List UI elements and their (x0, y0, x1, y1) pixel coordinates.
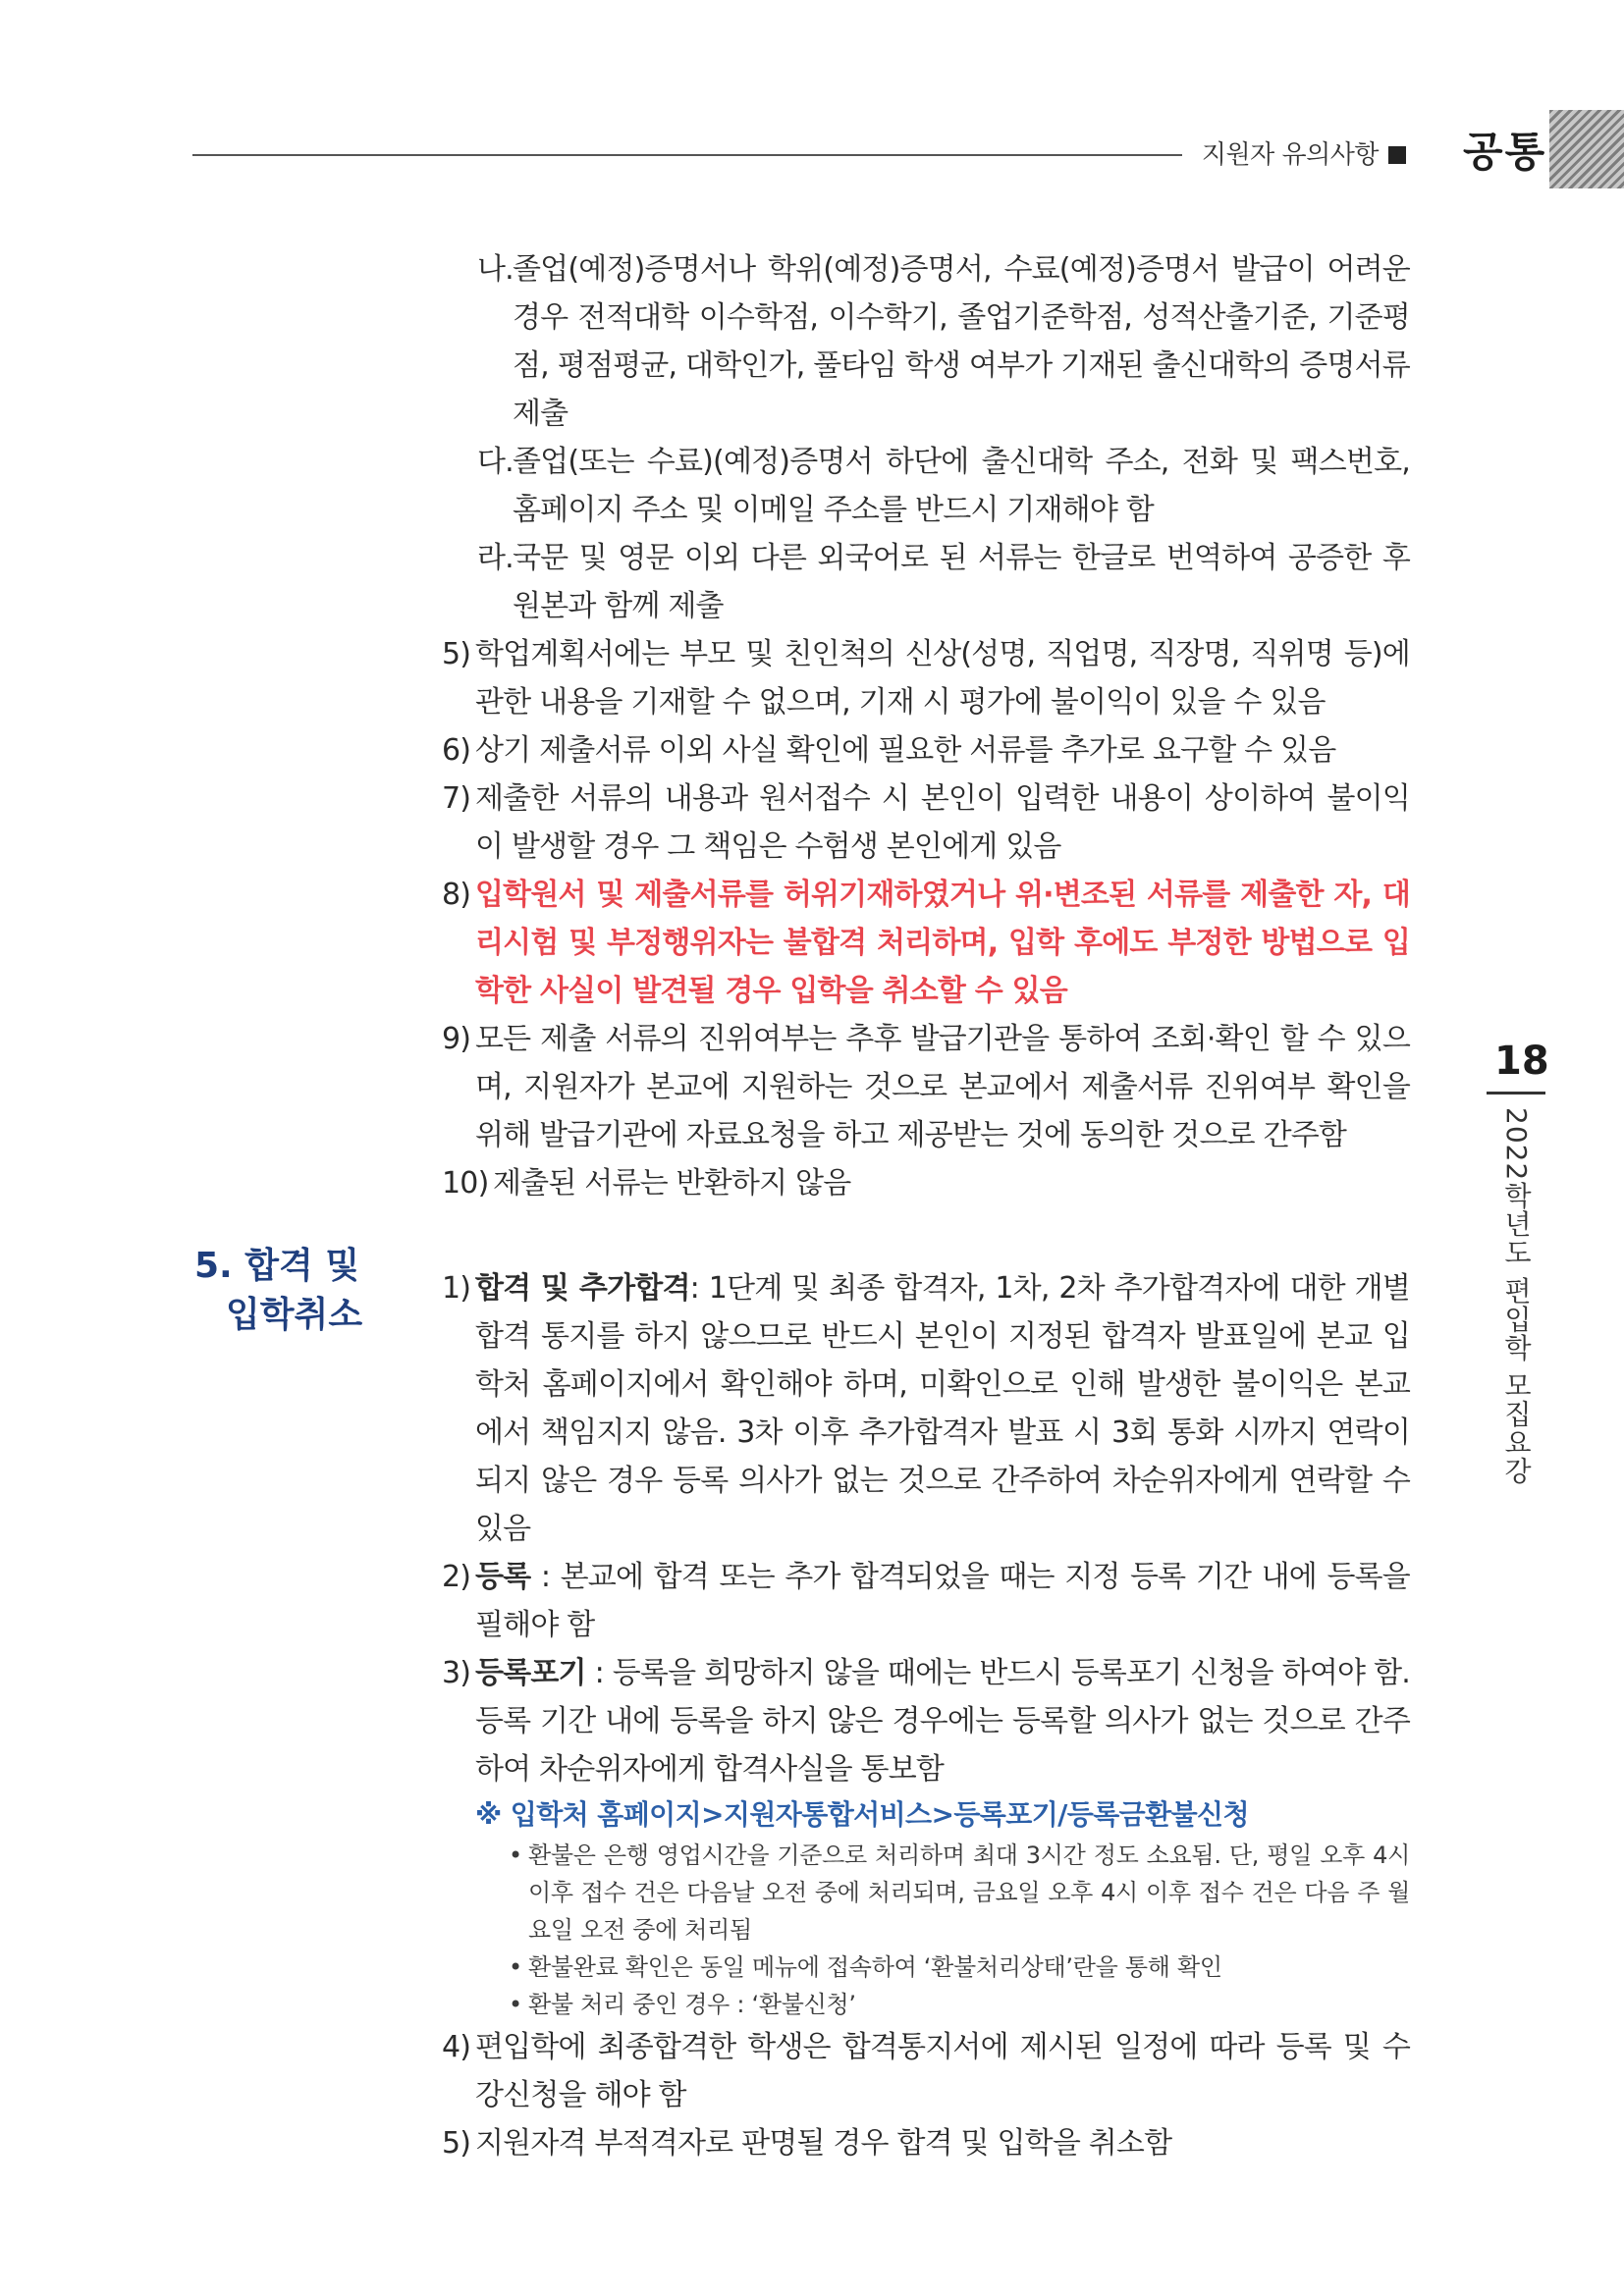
list-text: : 등록을 희망하지 않을 때에는 반드시 등록포기 신청을 하여야 함. 등록 기간 내에 등록을 하지 않은 경우에는 등록할 의사가 없는 것으로 간주하여 차순위자에게 합격사실을 통보함 (475, 1656, 1410, 1787)
list-item (442, 1264, 1410, 1553)
item-label: 등록포기 (475, 1656, 586, 1690)
bullet-text: 환불완료 확인은 동일 메뉴에 접속하여 ‘환불처리상태’란을 통해 확인 (528, 1953, 1222, 1981)
list-item (442, 534, 1410, 630)
list-text: 졸업(또는 수료)(예정)증명서 하단에 출신대학 주소, 전화 및 팩스번호, 홈페이지 주소 및 이메일 주소를 반드시 기재해야 함 (513, 445, 1410, 527)
bullet-item (442, 1837, 1410, 1949)
item-label: 등록 (475, 1560, 531, 1594)
list-text: 국문 및 영문 이외 다른 외국어로 된 서류는 한글로 번역하여 공증한 후 원본과 함께 제출 (513, 541, 1410, 623)
section-gap (442, 1207, 1410, 1264)
list-marker: 4) (442, 2030, 471, 2064)
list-text: 제출한 서류의 내용과 원서접수 시 본인이 입력한 내용이 상이하여 불이익이 발생할 경우 그 책임은 수험생 본인에게 있음 (475, 781, 1410, 864)
list-marker: 나. (477, 252, 514, 287)
header-title (1202, 134, 1406, 171)
list-text: 편입학에 최종합격한 학생은 합격통지서에 제시된 일정에 따라 등록 및 수강신청을 해야 함 (475, 2030, 1410, 2112)
list-item (442, 1553, 1410, 1649)
list-item (442, 2119, 1410, 2167)
list-item (442, 774, 1410, 871)
page-number-rule (1487, 1092, 1545, 1095)
item-label: 합격 및 추가합격 (475, 1271, 690, 1306)
list-text: 학업계획서에는 부모 및 친인척의 신상(성명, 직업명, 직장명, 직위명 등)에 관한 내용을 기재할 수 없으며, 기재 시 평가에 불이익이 있을 수 있음 (475, 637, 1410, 720)
list-text: 지원자격 부적격자로 판명될 경우 합격 및 입학을 취소함 (475, 2126, 1172, 2161)
bullet-item (442, 1986, 1410, 2023)
section-5-heading-line2: 입학취소 (226, 1295, 363, 1335)
list-marker: 10) (442, 1166, 489, 1201)
list-text: : 1단계 및 최종 합격자, 1차, 2차 추가합격자에 대한 개별 합격 통지를 하지 않으므로 반드시 본인이 지정된 합격자 발표일에 본교 입학처 홈페이지에서 확인해야 하며, 미확인으로 인해 발생한 불이익은 본교에서 책임지지 않음. 3차 이후 추가합격자 발표 시 3회 통화 시까지 연락이 되지 않은 경우 등록 의사가 없는 것으로 간주하여 차순위자에게 연락할 수 있음 (475, 1271, 1410, 1546)
list-text: 졸업(예정)증명서나 학위(예정)증명서, 수료(예정)증명서 발급이 어려운 경우 전적대학 이수학점, 이수학기, 졸업기준학점, 성적산출기준, 기준평점, 평점평균, 대학인가, 풀타임 학생 여부가 기재된 출신대학의 증명서류 제출 (513, 252, 1410, 431)
bullet-item (442, 1949, 1410, 1986)
bullet-text: 환불 처리 중인 경우 : ‘환불신청’ (528, 1991, 856, 2018)
list-marker: 5) (442, 637, 471, 671)
hatch-decoration (1549, 110, 1624, 188)
bullet-dot-icon: • (509, 1953, 522, 1981)
list-text: : 본교에 합격 또는 추가 합격되었을 때는 지정 등록 기간 내에 등록을 필해야 함 (475, 1560, 1410, 1642)
list-marker: 2) (442, 1560, 471, 1594)
list-marker: 3) (442, 1656, 471, 1690)
bullet-text: 환불은 은행 영업시간을 기준으로 처리하며 최대 3시간 정도 소요됨. 단, 평일 오후 4시 이후 접수 건은 다음날 오전 중에 처리되며, 금요일 오후 4시 이후 접수 건은 다음 주 월요일 오전 중에 처리됨 (528, 1842, 1410, 1944)
section-5-heading (194, 1242, 362, 1340)
bullet-dot-icon: • (509, 1991, 522, 2018)
list-item (442, 1015, 1410, 1159)
list-text: 상기 제출서류 이외 사실 확인에 필요한 서류를 추가로 요구할 수 있음 (475, 733, 1336, 768)
section-5-heading-line1: 5. 합격 및 (194, 1246, 360, 1286)
list-marker: 6) (442, 733, 471, 768)
list-item (442, 1649, 1410, 1793)
header-rule (192, 154, 1182, 156)
bullet-dot-icon: • (509, 1842, 522, 1869)
list-item (442, 2023, 1410, 2119)
list-marker: 9) (442, 1022, 471, 1056)
list-marker: 8) (442, 878, 471, 912)
list-marker: 1) (442, 1271, 471, 1306)
list-item (442, 438, 1410, 534)
page-number: 18 (1494, 1039, 1549, 1084)
square-icon (1388, 146, 1406, 164)
list-item (442, 630, 1410, 726)
list-marker: 7) (442, 781, 471, 816)
list-marker: 라. (477, 541, 514, 575)
list-item (442, 245, 1410, 438)
menu-path-note: ※ 입학처 홈페이지>지원자통합서비스>등록포기/등록금환불신청 (475, 1798, 1249, 1831)
list-item (442, 1159, 1410, 1207)
main-content (442, 245, 1410, 2167)
warning-text: 입학원서 및 제출서류를 허위기재하였거나 위·변조된 서류를 제출한 자, 대리시험 및 부정행위자는 불합격 처리하며, 입학 후에도 부정한 방법으로 입학한 사실이 발견될 경우 입학을 취소할 수 있음 (475, 878, 1410, 1008)
list-item (442, 726, 1410, 774)
list-item-warning (442, 871, 1410, 1015)
list-text: 모든 제출 서류의 진위여부는 추후 발급기관을 통하여 조회·확인 할 수 있으며, 지원자가 본교에 지원하는 것으로 본교에서 제출서류 진위여부 확인을 위해 발급기관에 자료요청을 하고 제공받는 것에 동의한 것으로 간주함 (475, 1022, 1410, 1152)
list-marker: 5) (442, 2126, 471, 2161)
side-vertical-title: 2022학년도 편입학 모집요강 (1500, 1107, 1533, 1486)
header-title-text: 지원자 유의사항 (1201, 140, 1379, 170)
section-label: 공통 (1463, 128, 1547, 176)
list-text: 제출된 서류는 반환하지 않음 (493, 1166, 851, 1201)
list-marker: 다. (477, 445, 514, 479)
